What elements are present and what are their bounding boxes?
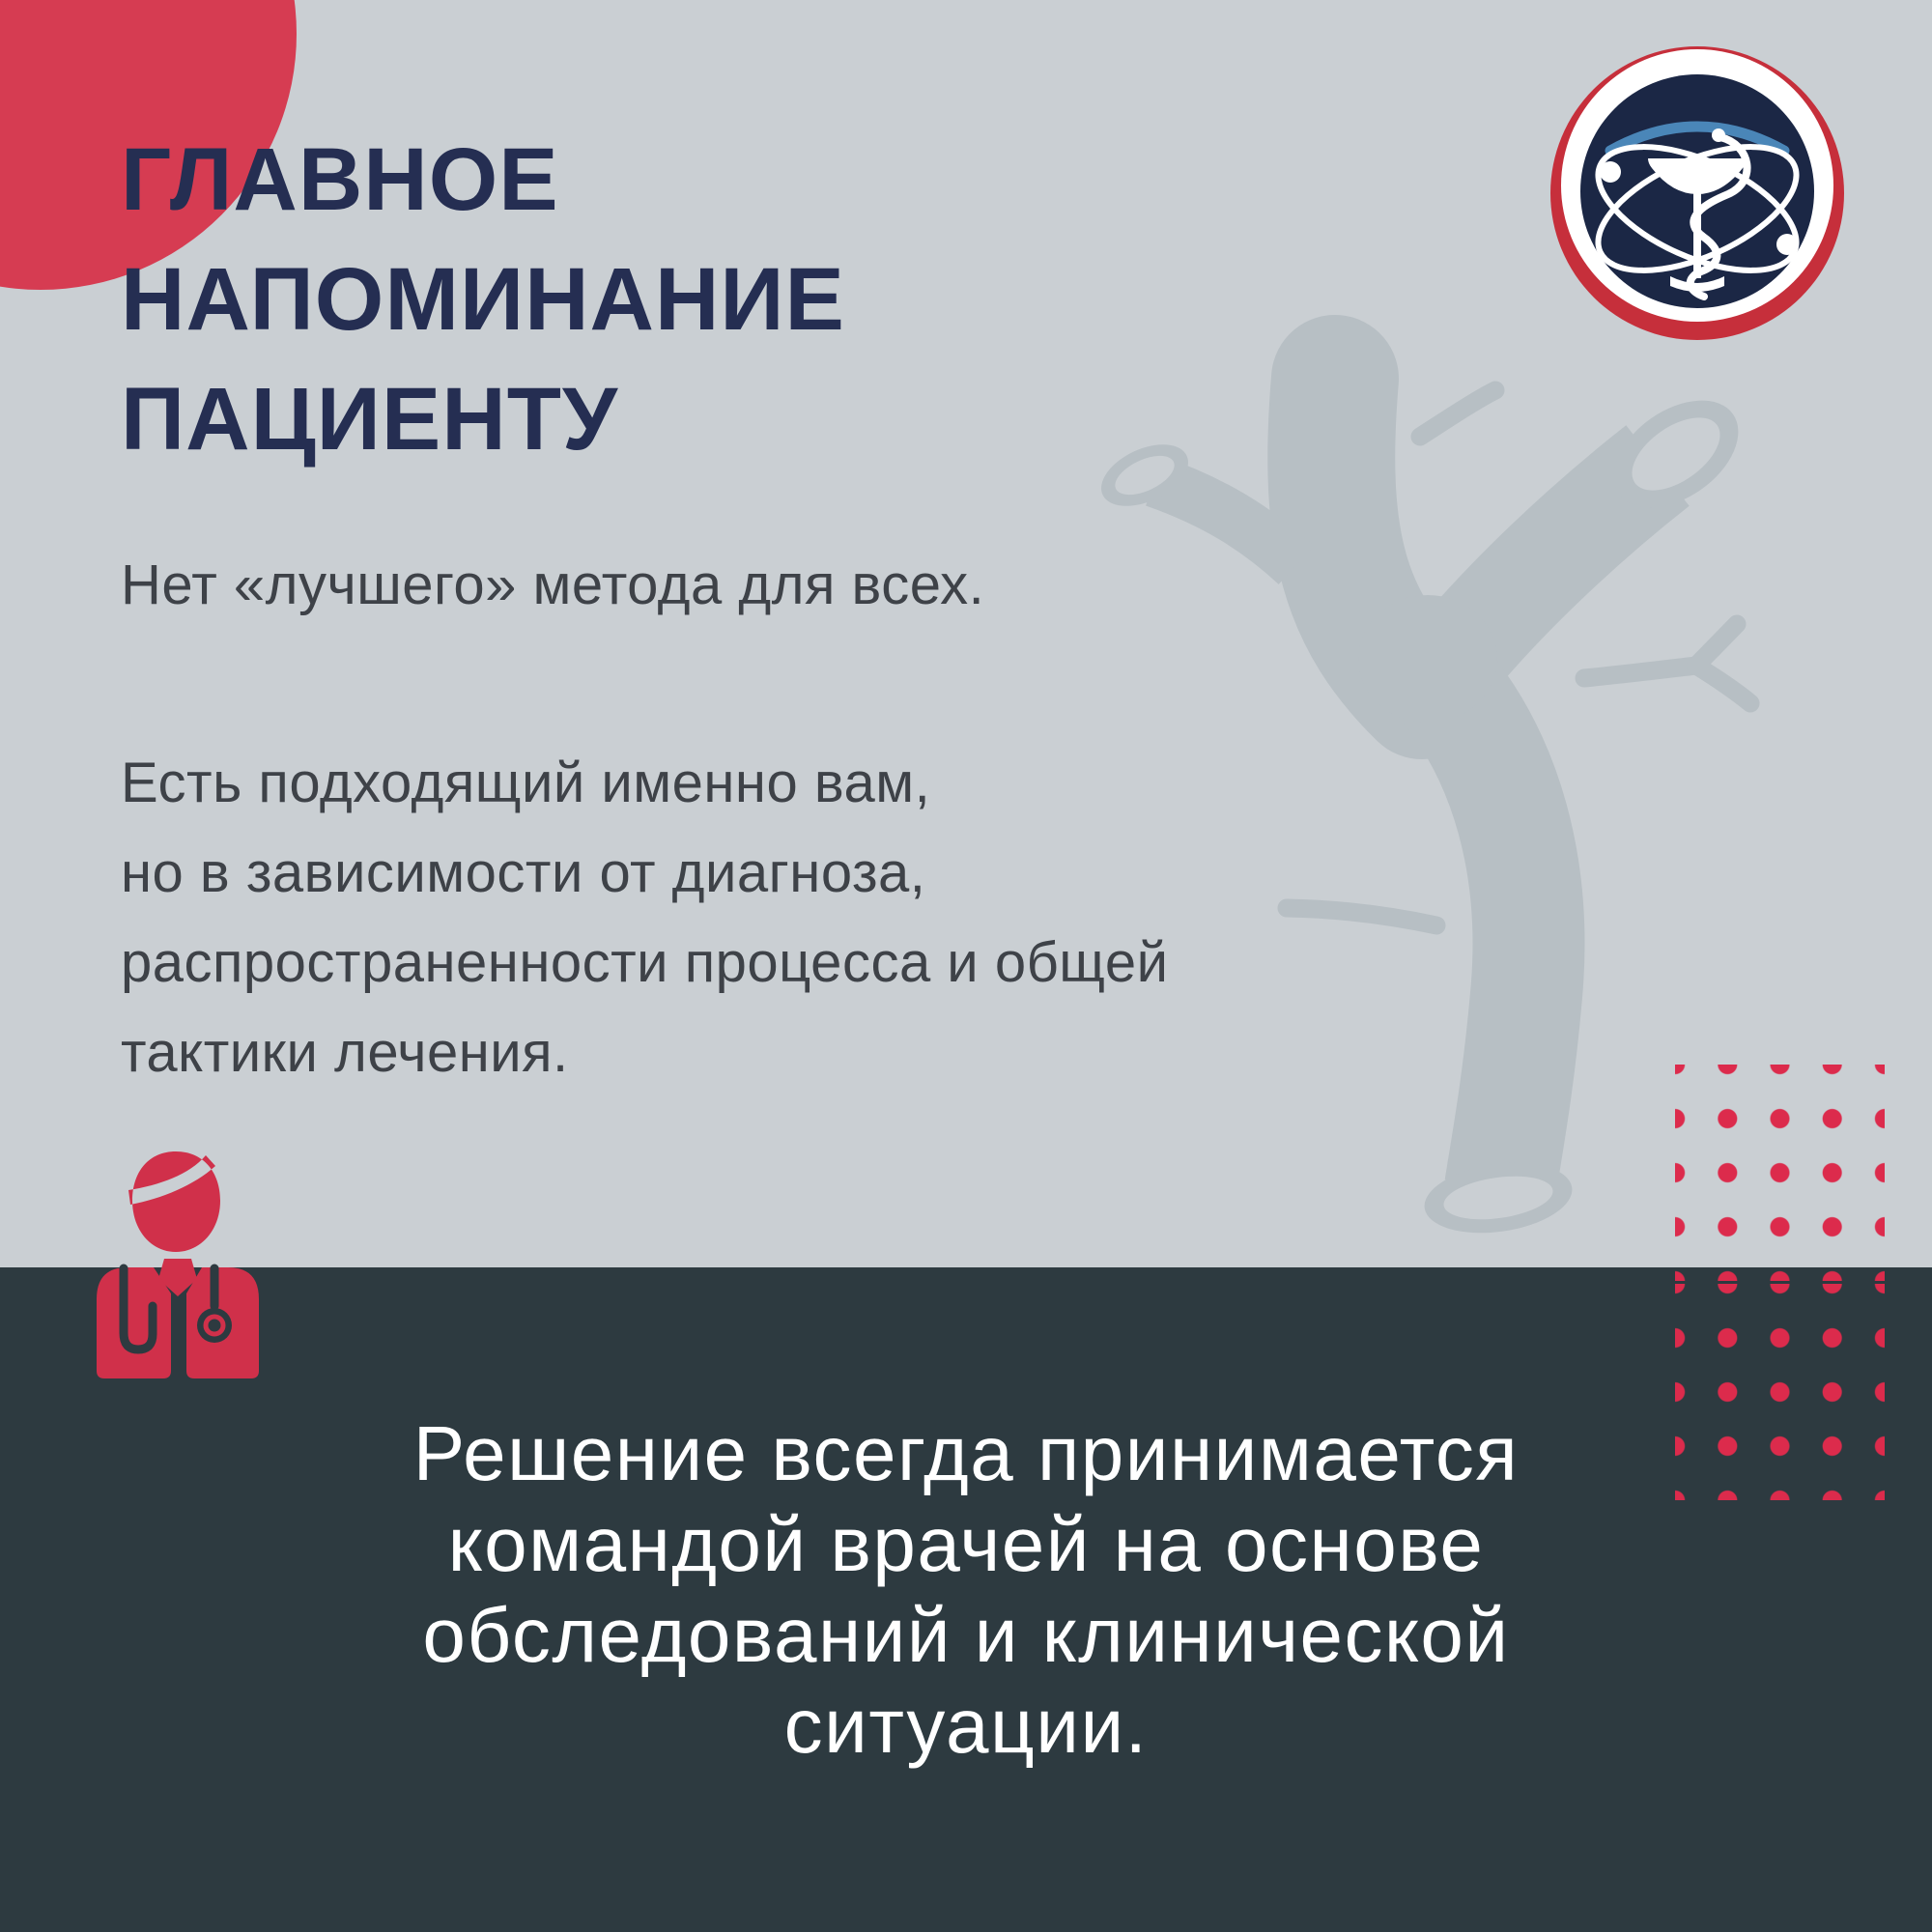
footer-line-3: обследований и клинической xyxy=(422,1592,1510,1678)
title-line-2: НАПОМИНАНИЕ xyxy=(121,250,845,349)
body-line-4: тактики лечения. xyxy=(121,1021,569,1084)
dot-grid-upper xyxy=(1675,1065,1885,1281)
body-line-2: но в зависимости от диагноза, xyxy=(121,841,926,904)
title-line-3: ПАЦИЕНТУ xyxy=(121,370,619,469)
clinic-logo xyxy=(1550,46,1844,340)
body-line-3: распространенности процесса и общей xyxy=(121,931,1169,994)
footer-message xyxy=(0,1408,1932,1772)
footer-line-2: командой врачей на основе xyxy=(447,1501,1485,1587)
body-paragraph-2 xyxy=(121,738,1169,1097)
body-line-1: Есть подходящий именно вам, xyxy=(121,752,931,814)
title-line-1: ГЛАВНОЕ xyxy=(121,130,559,229)
footer-line-1: Решение всегда принимается xyxy=(412,1410,1520,1496)
page-title xyxy=(121,120,845,479)
footer-line-4: ситуации. xyxy=(783,1683,1149,1769)
body-paragraph-1: Нет «лучшего» метода для всех. xyxy=(121,554,985,616)
doctor-icon xyxy=(82,1140,275,1391)
